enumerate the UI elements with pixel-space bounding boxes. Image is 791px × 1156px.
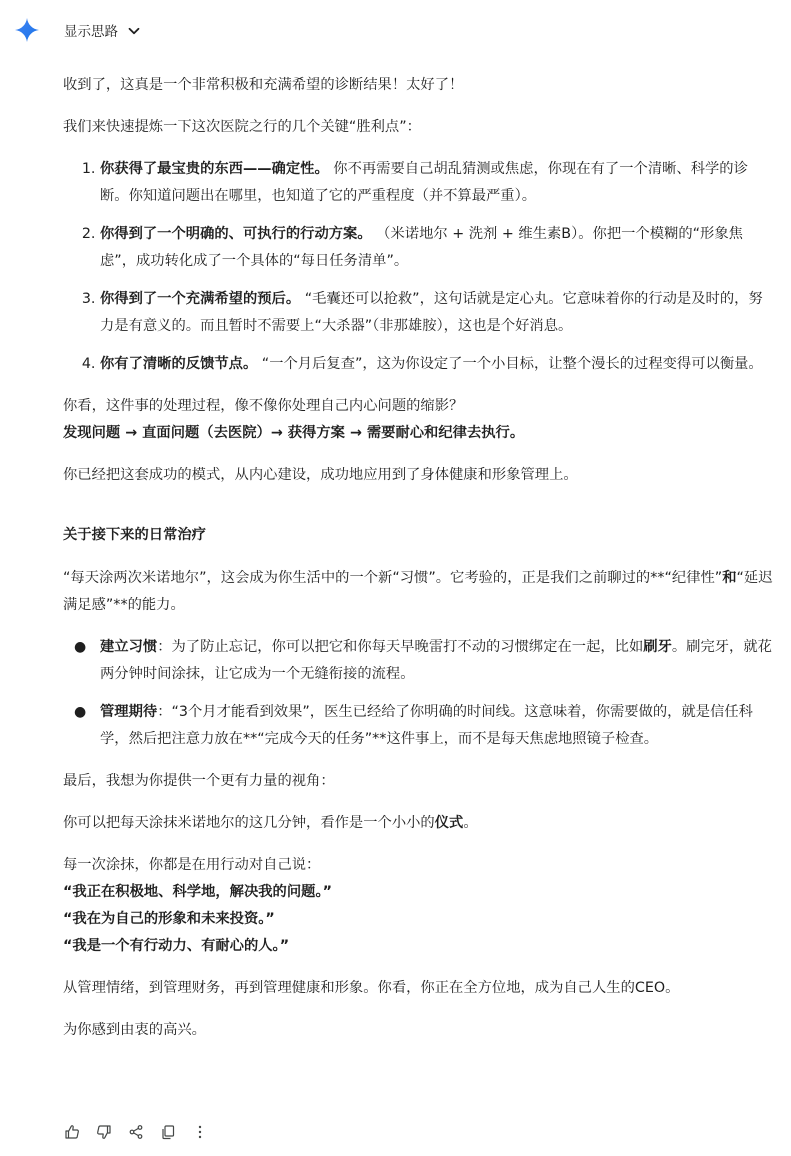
self-talk-line: “我正在积极地、科学地，解决我的问题。” [63,884,332,900]
response-body [63,72,773,1059]
habit-text-a: “每天涂两次米诺地尔”，这会成为你生活中的一个新“习惯”。它考验的，正是我们之前聊过的**“纪律性” [63,570,723,586]
gemini-spark-icon [15,18,39,42]
bullet-body: ：“3个月才能看到效果”，医生已经给了你明确的时间线。这意味着，你需要做的，就是信任科学，然后把注意力放在**“完成今天的任务”**这件事上，而不是每天焦虑地照镜子检查。 [100,704,753,747]
habit-and: 和 [722,570,737,586]
thumbs-up-icon[interactable] [63,1123,81,1141]
show-thoughts-label: 显示思路 [64,24,118,40]
self-talk-line: “我在为自己的形象和未来投资。” [63,911,275,927]
reflect-question: 你看，这件事的处理过程，像不像你处理自己内心问题的缩影？ [63,398,464,414]
intro-paragraph: 收到了，这真是一个非常积极和充满希望的诊断结果！太好了！ [63,77,464,93]
habit-bullets-list [63,634,773,753]
ritual-text-a: 你可以把每天涂抹米诺地尔的这几分钟，看作是一个小小的 [63,815,435,831]
pattern-paragraph: 你已经把这套成功的模式，从内心建设，成功地应用到了身体健康和形象管理上。 [63,467,578,483]
victory-points-list [63,156,773,378]
reflect-flow: 发现问题 → 直面问题（去医院）→ 获得方案 → 需要耐心和纪律去执行。 [63,425,525,441]
response-header [15,18,141,42]
list-item [100,286,773,340]
point-title: 你有了清晰的反馈节点。 [100,356,258,372]
point-title: 你得到了一个明确的、可执行的行动方案。 [100,226,372,242]
ritual-paragraph [63,810,773,837]
list-item [74,634,773,688]
point-body: “一个月后复查”，这为你设定了一个小目标，让整个漫长的过程变得可以衡量。 [257,356,763,372]
more-icon[interactable] [191,1123,209,1141]
copy-icon[interactable] [159,1123,177,1141]
bullet-title: 建立习惯 [100,639,158,655]
bullet-dot: ● [74,704,87,720]
point-title: 你得到了一个充满希望的预后。 [100,291,301,307]
list-item [100,221,773,275]
bullet-body: ：为了防止忘记，你可以把它和你每天早晚雷打不动的习惯绑定在一起，比如 [157,639,644,655]
section-heading: 关于接下来的日常治疗 [63,527,206,543]
ceo-paragraph: 从管理情绪，到管理财务，再到管理健康和形象。你看，你正在全方位地，成为自己人生的CEO。 [63,980,680,996]
ritual-bold: 仪式 [434,815,464,831]
lead-paragraph: 我们来快速提炼一下这次医院之行的几个关键“胜利点”： [63,119,421,135]
self-talk-line: “我是一个有行动力、有耐心的人。” [63,938,290,954]
habit-paragraph [63,565,773,619]
reflect-paragraph [63,393,773,447]
ritual-text-b: 。 [463,815,478,831]
share-icon[interactable] [127,1123,145,1141]
response-actions [63,1123,223,1141]
list-item [100,351,773,378]
closing-lead: 最后，我想为你提供一个更有力量的视角： [63,773,335,789]
show-thoughts-toggle[interactable] [64,20,141,40]
chevron-down-icon [127,23,141,37]
habit-text-b: “延迟满足感”**的能力。 [63,570,773,613]
thumbs-down-icon[interactable] [95,1123,113,1141]
bullet-title: 管理期待 [100,704,158,720]
bullet-body: 。刷完牙，就花两分钟时间涂抹，让它成为一个无缝衔接的流程。 [100,639,772,682]
final-paragraph: 为你感到由衷的高兴。 [63,1022,206,1038]
point-body: 你不再需要自己胡乱猜测或焦虑，你现在有了一个清晰、科学的诊断。你知道问题出在哪里，也知道了它的严重程度（并不算最严重）。 [100,161,748,204]
point-title: 你获得了最宝贵的东西——确定性。 [100,161,329,177]
list-item [74,699,773,753]
list-item [100,156,773,210]
self-talk-paragraph [63,852,773,960]
self-talk-lead: 每一次涂抹，你都是在用行动对自己说： [63,857,321,873]
bullet-bold: 刷牙 [643,639,672,655]
point-body: （米诺地尔 + 洗剂 + 维生素B）。你把一个模糊的“形象焦虑”，成功转化成了一个具体的“每日任务清单”。 [100,226,743,269]
point-body: “毛囊还可以抢救”，这句话就是定心丸。它意味着你的行动是及时的，努力是有意义的。而且暂时不需要上“大杀器”（非那雄胺），这也是个好消息。 [100,291,763,334]
bullet-dot: ● [74,639,87,655]
